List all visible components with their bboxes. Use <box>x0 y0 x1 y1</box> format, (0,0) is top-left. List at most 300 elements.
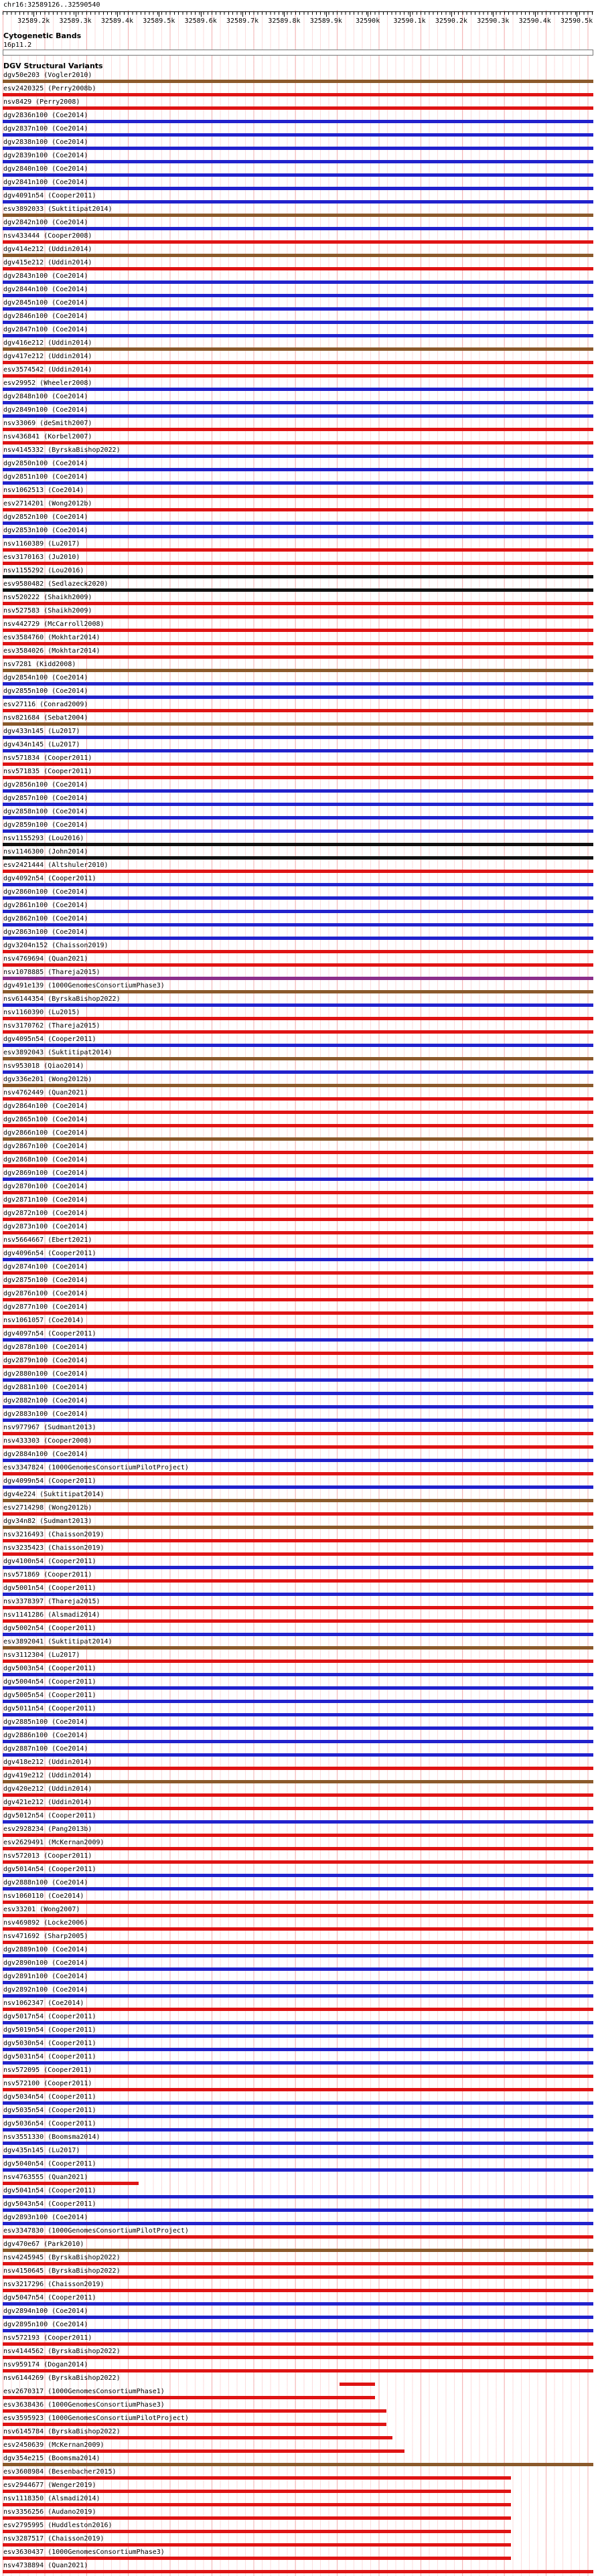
variant-bar[interactable] <box>3 2530 511 2533</box>
variant-label[interactable]: dgv5043n54 (Cooper2011) <box>3 2200 96 2208</box>
variant-label[interactable]: dgv2867n100 (Coe2014) <box>3 1143 88 1150</box>
variant-bar[interactable] <box>3 548 593 552</box>
variant-bar[interactable] <box>3 1338 593 1342</box>
variant-label[interactable]: esv29952 (Wheeler2008) <box>3 380 92 387</box>
variant-bar[interactable] <box>3 1432 593 1435</box>
variant-label[interactable]: dgv4096n54 (Cooper2011) <box>3 1250 96 1257</box>
variant-bar[interactable] <box>3 655 593 659</box>
variant-label[interactable]: nsv3216493 (Chaisson2019) <box>3 1531 104 1538</box>
variant-label[interactable]: dgv5040n54 (Cooper2011) <box>3 2160 96 2168</box>
variant-label[interactable]: dgv2855n100 (Coe2014) <box>3 688 88 695</box>
variant-label[interactable]: esv3584026 (Mokhtar2014) <box>3 647 100 655</box>
variant-bar[interactable] <box>3 1619 593 1623</box>
variant-label[interactable]: esv3608984 (Besenbacher2015) <box>3 2468 117 2476</box>
variant-bar[interactable] <box>3 441 593 445</box>
variant-bar[interactable] <box>3 1191 593 1194</box>
variant-label[interactable]: nsv571869 (Cooper2011) <box>3 1571 92 1579</box>
variant-bar[interactable] <box>3 1271 593 1275</box>
variant-label[interactable]: dgv2895n100 (Coe2014) <box>3 2321 88 2328</box>
variant-bar[interactable] <box>3 106 593 110</box>
variant-bar[interactable] <box>3 1753 593 1757</box>
variant-bar[interactable] <box>3 990 593 993</box>
variant-bar[interactable] <box>3 187 593 190</box>
variant-label[interactable]: nsv4763555 (Quan2021) <box>3 2174 88 2181</box>
variant-bar[interactable] <box>3 535 593 538</box>
variant-label[interactable]: nsv3170762 (Thareja2015) <box>3 1022 100 1030</box>
variant-label[interactable]: nsv6144354 (ByrskaBishop2022) <box>3 995 121 1003</box>
variant-label[interactable]: dgv2885n100 (Coe2014) <box>3 1718 88 1726</box>
variant-bar[interactable] <box>3 1352 593 1355</box>
variant-bar[interactable] <box>3 950 593 953</box>
variant-label[interactable]: dgv5047n54 (Cooper2011) <box>3 2294 96 2302</box>
variant-bar[interactable] <box>3 2115 593 2118</box>
variant-label[interactable]: nsv1146300 (John2014) <box>3 848 88 856</box>
variant-bar[interactable] <box>3 1941 593 1944</box>
variant-bar[interactable] <box>3 2128 593 2131</box>
variant-bar[interactable] <box>3 709 593 712</box>
variant-bar[interactable] <box>3 401 593 404</box>
variant-label[interactable]: dgv4095n54 (Cooper2011) <box>3 1036 96 1043</box>
variant-bar[interactable] <box>3 133 593 137</box>
variant-bar[interactable] <box>3 2021 593 2024</box>
variant-bar[interactable] <box>3 1044 593 1047</box>
variant-bar[interactable] <box>3 2008 593 2011</box>
variant-bar[interactable] <box>3 2463 593 2466</box>
variant-label[interactable]: dgv5035n54 (Cooper2011) <box>3 2107 96 2114</box>
variant-bar[interactable] <box>3 1070 593 1074</box>
variant-bar[interactable] <box>3 2289 593 2292</box>
variant-bar[interactable] <box>3 896 593 900</box>
variant-label[interactable]: nsv469892 (Locke2006) <box>3 1919 88 1927</box>
variant-label[interactable]: dgv491e139 (1000GenomesConsortiumPhase3) <box>3 982 165 989</box>
variant-bar[interactable] <box>3 602 593 605</box>
variant-bar[interactable] <box>3 361 593 364</box>
variant-bar[interactable] <box>3 2342 593 2346</box>
variant-label[interactable]: dgv5001n54 (Cooper2011) <box>3 1585 96 1592</box>
variant-label[interactable]: esv2795995 (Huddleston2016) <box>3 2522 113 2529</box>
variant-label[interactable]: esv2420325 (Perry2008b) <box>3 85 96 92</box>
variant-bar[interactable] <box>3 1445 593 1449</box>
variant-label[interactable]: nsv3112304 (Lu2017) <box>3 1652 80 1659</box>
variant-label[interactable]: dgv5002n54 (Cooper2011) <box>3 1625 96 1632</box>
variant-bar[interactable] <box>3 1030 593 1034</box>
variant-bar[interactable] <box>3 2155 593 2158</box>
variant-bar[interactable] <box>3 1472 593 1475</box>
variant-label[interactable]: dgv2858n100 (Coe2014) <box>3 808 88 815</box>
variant-bar[interactable] <box>3 776 593 779</box>
variant-bar[interactable] <box>3 2182 139 2185</box>
variant-bar[interactable] <box>3 1244 593 1248</box>
variant-bar[interactable] <box>3 1298 593 1301</box>
variant-bar[interactable] <box>3 1767 593 1770</box>
variant-label[interactable]: dgv5036n54 (Cooper2011) <box>3 2120 96 2127</box>
variant-bar[interactable] <box>3 2543 511 2547</box>
variant-bar[interactable] <box>3 1111 593 1114</box>
variant-bar[interactable] <box>3 1874 593 1877</box>
variant-bar[interactable] <box>3 1552 593 1556</box>
variant-label[interactable]: dgv2844n100 (Coe2014) <box>3 286 88 293</box>
variant-label[interactable]: dgv434n145 (Lu2017) <box>3 741 80 748</box>
variant-label[interactable]: dgv2841n100 (Coe2014) <box>3 179 88 186</box>
variant-label[interactable]: dgv2875n100 (Coe2014) <box>3 1277 88 1284</box>
variant-bar[interactable] <box>3 1419 593 1422</box>
variant-bar[interactable] <box>3 749 593 752</box>
variant-label[interactable]: dgv2869n100 (Coe2014) <box>3 1170 88 1177</box>
variant-label[interactable]: dgv414e212 (Uddin2014) <box>3 246 92 253</box>
variant-bar[interactable] <box>3 722 593 726</box>
variant-bar[interactable] <box>3 1285 593 1288</box>
variant-bar[interactable] <box>3 2275 593 2279</box>
variant-label[interactable]: dgv2861n100 (Coe2014) <box>3 902 88 909</box>
variant-bar[interactable] <box>3 1740 593 1743</box>
variant-bar[interactable] <box>3 280 593 284</box>
variant-bar[interactable] <box>3 2570 593 2573</box>
variant-bar[interactable] <box>3 374 593 378</box>
variant-label[interactable]: dgv2870n100 (Coe2014) <box>3 1183 88 1190</box>
variant-bar[interactable] <box>3 1539 593 1542</box>
variant-label[interactable]: dgv2845n100 (Coe2014) <box>3 299 88 307</box>
variant-label[interactable]: dgv2879n100 (Coe2014) <box>3 1357 88 1364</box>
variant-bar[interactable] <box>3 2208 593 2212</box>
variant-label[interactable]: esv3892041 (Suktitipat2014) <box>3 1638 113 1645</box>
variant-label[interactable]: dgv2891n100 (Coe2014) <box>3 1973 88 1980</box>
variant-label[interactable]: nsv436841 (Korbel2007) <box>3 433 92 440</box>
variant-bar[interactable] <box>3 696 593 699</box>
variant-bar[interactable] <box>3 1793 593 1797</box>
variant-label[interactable]: dgv2883n100 (Coe2014) <box>3 1411 88 1418</box>
variant-label[interactable]: dgv2882n100 (Coe2014) <box>3 1397 88 1404</box>
cytoband-glyph[interactable] <box>3 50 593 56</box>
variant-bar[interactable] <box>3 1325 593 1328</box>
variant-label[interactable]: nsv520222 (Shaikh2009) <box>3 594 92 601</box>
variant-bar[interactable] <box>3 562 593 565</box>
variant-label[interactable]: dgv2864n100 (Coe2014) <box>3 1103 88 1110</box>
variant-bar[interactable] <box>3 1151 593 1154</box>
variant-label[interactable]: dgv2852n100 (Coe2014) <box>3 513 88 521</box>
variant-bar[interactable] <box>3 508 593 511</box>
variant-label[interactable]: esv2928234 (Pang2013b) <box>3 1826 92 1833</box>
variant-bar[interactable] <box>3 1392 593 1395</box>
variant-label[interactable]: nsv3287517 (Chaisson2019) <box>3 2535 104 2543</box>
variant-label[interactable]: esv33201 (Wong2007) <box>3 1906 80 1913</box>
variant-label[interactable]: dgv2886n100 (Coe2014) <box>3 1732 88 1739</box>
variant-bar[interactable] <box>3 2516 511 2520</box>
variant-bar[interactable] <box>3 923 593 927</box>
variant-bar[interactable] <box>3 240 593 244</box>
variant-label[interactable]: dgv2890n100 (Coe2014) <box>3 1959 88 1967</box>
variant-label[interactable]: nsv1160390 (Lu2015) <box>3 1009 80 1016</box>
variant-bar[interactable] <box>3 2195 593 2198</box>
variant-bar[interactable] <box>3 214 593 217</box>
variant-bar[interactable] <box>3 80 593 83</box>
variant-bar[interactable] <box>3 1927 593 1931</box>
variant-bar[interactable] <box>3 963 593 967</box>
variant-bar[interactable] <box>3 1485 593 1489</box>
variant-label[interactable]: dgv2894n100 (Coe2014) <box>3 2308 88 2315</box>
variant-bar[interactable] <box>3 669 593 672</box>
variant-bar[interactable] <box>3 1981 593 1984</box>
variant-label[interactable]: esv3638436 (1000GenomesConsortiumPhase3) <box>3 2401 165 2409</box>
variant-label[interactable]: nsv8429 (Perry2008) <box>3 98 80 106</box>
variant-bar[interactable] <box>3 495 593 498</box>
variant-label[interactable]: dgv5014n54 (Cooper2011) <box>3 1866 96 1873</box>
variant-bar[interactable] <box>3 160 593 163</box>
variant-bar[interactable] <box>3 481 593 485</box>
variant-bar[interactable] <box>3 682 593 686</box>
variant-bar[interactable] <box>3 2369 593 2372</box>
variant-label[interactable]: dgv2860n100 (Coe2014) <box>3 888 88 896</box>
variant-label[interactable]: nsv1062347 (Coe2014) <box>3 2000 84 2007</box>
variant-bar[interactable] <box>3 1780 593 1783</box>
variant-label[interactable]: dgv417e212 (Uddin2014) <box>3 353 92 360</box>
variant-label[interactable]: dgv2866n100 (Coe2014) <box>3 1129 88 1137</box>
variant-bar[interactable] <box>3 2423 386 2426</box>
variant-label[interactable]: esv27116 (Conrad2009) <box>3 701 88 708</box>
variant-bar[interactable] <box>3 2061 593 2065</box>
variant-bar[interactable] <box>3 267 593 270</box>
variant-bar[interactable] <box>3 1646 593 1649</box>
variant-label[interactable]: dgv433n145 (Lu2017) <box>3 728 80 735</box>
variant-label[interactable]: dgv5017n54 (Cooper2011) <box>3 2013 96 2020</box>
variant-label[interactable]: nsv433444 (Cooper2008) <box>3 232 92 240</box>
variant-label[interactable]: dgv2847n100 (Coe2014) <box>3 326 88 333</box>
variant-label[interactable]: dgv34n82 (Sudmant2013) <box>3 1518 92 1525</box>
variant-label[interactable]: nsv433303 (Cooper2008) <box>3 1437 92 1445</box>
variant-bar[interactable] <box>3 1311 593 1315</box>
variant-label[interactable]: dgv4092n54 (Cooper2011) <box>3 875 96 882</box>
variant-label[interactable]: dgv50e203 (Vogler2010) <box>3 72 92 79</box>
variant-label[interactable]: esv2450639 (McKernan2009) <box>3 2441 104 2449</box>
variant-bar[interactable] <box>3 1633 593 1636</box>
variant-bar[interactable] <box>3 1726 593 1730</box>
variant-label[interactable]: nsv3551330 (Boomsma2014) <box>3 2134 100 2141</box>
variant-bar[interactable] <box>3 1700 593 1703</box>
variant-label[interactable]: dgv5003n54 (Cooper2011) <box>3 1665 96 1672</box>
variant-label[interactable]: dgv470e67 (Park2010) <box>3 2241 84 2248</box>
variant-label[interactable]: esv2421444 (Altshuler2010) <box>3 862 108 869</box>
variant-bar[interactable] <box>3 468 593 471</box>
variant-bar[interactable] <box>3 2235 593 2239</box>
variant-label[interactable]: dgv5004n54 (Cooper2011) <box>3 1678 96 1686</box>
variant-label[interactable]: dgv418e212 (Uddin2014) <box>3 1759 92 1766</box>
variant-bar[interactable] <box>3 629 593 632</box>
variant-label[interactable]: dgv5005n54 (Cooper2011) <box>3 1692 96 1699</box>
variant-bar[interactable] <box>3 1003 593 1007</box>
variant-bar[interactable] <box>3 1887 593 1890</box>
variant-label[interactable]: nsv959174 (Dogan2014) <box>3 2361 88 2368</box>
variant-label[interactable]: dgv2853n100 (Coe2014) <box>3 527 88 534</box>
variant-label[interactable]: nsv1078885 (Thareja2015) <box>3 969 100 976</box>
variant-bar[interactable] <box>3 455 593 458</box>
variant-label[interactable]: dgv2863n100 (Coe2014) <box>3 929 88 936</box>
variant-bar[interactable] <box>3 2142 593 2145</box>
variant-bar[interactable] <box>3 254 593 257</box>
variant-bar[interactable] <box>3 307 593 311</box>
variant-label[interactable]: nsv471692 (Sharp2005) <box>3 1933 88 1940</box>
variant-label[interactable]: dgv2848n100 (Coe2014) <box>3 393 88 400</box>
variant-label[interactable]: dgv2854n100 (Coe2014) <box>3 674 88 681</box>
variant-bar[interactable] <box>3 1231 593 1234</box>
variant-bar[interactable] <box>3 1807 593 1810</box>
variant-label[interactable]: esv2944677 (Wenger2019) <box>3 2482 96 2489</box>
variant-label[interactable]: dgv354e215 (Boomsma2014) <box>3 2455 100 2462</box>
variant-bar[interactable] <box>3 1164 593 1168</box>
variant-bar[interactable] <box>3 1097 593 1101</box>
variant-label[interactable]: nsv4144562 (ByrskaBishop2022) <box>3 2348 121 2355</box>
variant-bar[interactable] <box>3 1593 593 1596</box>
variant-bar[interactable] <box>3 816 593 819</box>
variant-label[interactable]: dgv2862n100 (Coe2014) <box>3 915 88 922</box>
variant-bar[interactable] <box>3 856 593 860</box>
variant-bar[interactable] <box>3 2396 375 2399</box>
variant-label[interactable]: dgv2878n100 (Coe2014) <box>3 1344 88 1351</box>
variant-bar[interactable] <box>3 521 593 525</box>
variant-label[interactable]: dgv420e212 (Uddin2014) <box>3 1785 92 1793</box>
variant-bar[interactable] <box>3 2449 404 2453</box>
variant-bar[interactable] <box>3 1258 593 1261</box>
variant-label[interactable]: nsv1155292 (Lou2016) <box>3 567 84 574</box>
variant-label[interactable]: dgv2872n100 (Coe2014) <box>3 1210 88 1217</box>
variant-label[interactable]: dgv2837n100 (Coe2014) <box>3 125 88 133</box>
variant-bar[interactable] <box>3 2222 593 2225</box>
variant-label[interactable]: dgv4100n54 (Cooper2011) <box>3 1558 96 1565</box>
variant-bar[interactable] <box>3 1901 593 1904</box>
variant-bar[interactable] <box>3 2101 593 2105</box>
variant-label[interactable]: dgv4097n54 (Cooper2011) <box>3 1330 96 1338</box>
variant-label[interactable]: dgv2849n100 (Coe2014) <box>3 406 88 414</box>
variant-bar[interactable] <box>3 1526 593 1529</box>
variant-bar[interactable] <box>3 1405 593 1408</box>
variant-bar[interactable] <box>3 2436 392 2439</box>
variant-label[interactable]: dgv2865n100 (Coe2014) <box>3 1116 88 1123</box>
variant-bar[interactable] <box>3 1579 593 1583</box>
variant-label[interactable]: dgv415e212 (Uddin2014) <box>3 259 92 266</box>
variant-label[interactable]: dgv2874n100 (Coe2014) <box>3 1263 88 1271</box>
variant-bar[interactable] <box>3 2329 593 2332</box>
variant-bar[interactable] <box>3 1218 593 1221</box>
variant-label[interactable]: esv3170163 (Ju2010) <box>3 554 80 561</box>
variant-label[interactable]: dgv2846n100 (Coe2014) <box>3 313 88 320</box>
variant-bar[interactable] <box>340 2383 375 2386</box>
variant-label[interactable]: dgv5041n54 (Cooper2011) <box>3 2187 96 2194</box>
variant-bar[interactable] <box>3 2034 593 2038</box>
variant-bar[interactable] <box>3 1512 593 1516</box>
variant-label[interactable]: dgv5031n54 (Cooper2011) <box>3 2053 96 2061</box>
variant-bar[interactable] <box>3 1967 593 1971</box>
variant-bar[interactable] <box>3 1204 593 1208</box>
variant-label[interactable]: nsv953018 (Qiao2014) <box>3 1062 84 1070</box>
variant-label[interactable]: dgv2842n100 (Coe2014) <box>3 219 88 226</box>
variant-label[interactable]: dgv2892n100 (Coe2014) <box>3 1986 88 1994</box>
cytoband-label[interactable]: 16p11.2 <box>3 42 32 49</box>
variant-label[interactable]: dgv2873n100 (Coe2014) <box>3 1223 88 1230</box>
variant-label[interactable]: nsv5664667 (Ebert2021) <box>3 1236 92 1244</box>
variant-label[interactable]: dgv2884n100 (Coe2014) <box>3 1451 88 1458</box>
variant-bar[interactable] <box>3 736 593 739</box>
variant-label[interactable]: esv2714298 (Wong2012b) <box>3 1504 92 1512</box>
variant-label[interactable]: nsv3217296 (Chaisson2019) <box>3 2281 104 2288</box>
variant-label[interactable]: nsv1141286 (Alsmadi2014) <box>3 1611 100 1619</box>
variant-bar[interactable] <box>3 1914 593 1917</box>
variant-label[interactable]: dgv419e212 (Uddin2014) <box>3 1772 92 1779</box>
variant-label[interactable]: esv3892033 (Suktitipat2014) <box>3 206 113 213</box>
variant-bar[interactable] <box>3 789 593 793</box>
variant-bar[interactable] <box>3 1566 593 1569</box>
variant-bar[interactable] <box>3 1713 593 1716</box>
variant-bar[interactable] <box>3 227 593 230</box>
variant-label[interactable]: nsv572193 (Cooper2011) <box>3 2334 92 2342</box>
variant-label[interactable]: nsv7281 (Kidd2008) <box>3 661 76 668</box>
variant-label[interactable]: dgv5034n54 (Cooper2011) <box>3 2093 96 2101</box>
variant-label[interactable]: dgv2876n100 (Coe2014) <box>3 1290 88 1297</box>
variant-bar[interactable] <box>3 1847 593 1850</box>
variant-label[interactable]: nsv1062513 (Coe2014) <box>3 487 84 494</box>
variant-label[interactable]: nsv572095 (Cooper2011) <box>3 2067 92 2074</box>
variant-bar[interactable] <box>3 2302 593 2306</box>
variant-bar[interactable] <box>3 1017 593 1020</box>
variant-bar[interactable] <box>3 1459 593 1462</box>
variant-label[interactable]: dgv435n145 (Lu2017) <box>3 2147 80 2154</box>
variant-label[interactable]: dgv4091n54 (Cooper2011) <box>3 192 96 199</box>
variant-bar[interactable] <box>3 120 593 123</box>
variant-bar[interactable] <box>3 829 593 833</box>
variant-label[interactable]: dgv2881n100 (Coe2014) <box>3 1384 88 1391</box>
variant-label[interactable]: nsv3356256 (Audano2019) <box>3 2508 96 2516</box>
variant-bar[interactable] <box>3 575 593 578</box>
variant-label[interactable]: dgv5011n54 (Cooper2011) <box>3 1705 96 1712</box>
variant-label[interactable]: nsv4245945 (ByrskaBishop2022) <box>3 2254 121 2261</box>
variant-label[interactable]: dgv421e212 (Uddin2014) <box>3 1799 92 1806</box>
variant-bar[interactable] <box>3 1673 593 1676</box>
variant-label[interactable]: nsv977967 (Sudmant2013) <box>3 1424 96 1431</box>
variant-bar[interactable] <box>3 2316 593 2319</box>
variant-bar[interactable] <box>3 883 593 886</box>
variant-label[interactable]: dgv2859n100 (Coe2014) <box>3 821 88 829</box>
variant-label[interactable]: nsv527583 (Shaikh2009) <box>3 607 92 615</box>
variant-label[interactable]: dgv2836n100 (Coe2014) <box>3 112 88 119</box>
variant-label[interactable]: nsv572013 (Cooper2011) <box>3 1852 92 1860</box>
variant-label[interactable]: esv3347824 (1000GenomesConsortiumPilotProject) <box>3 1464 189 1471</box>
variant-label[interactable]: nsv1118350 (Alsmadi2014) <box>3 2495 100 2502</box>
variant-label[interactable]: esv9580482 (Sedlazeck2020) <box>3 580 108 588</box>
variant-bar[interactable] <box>3 642 593 645</box>
variant-bar[interactable] <box>3 1820 593 1824</box>
variant-label[interactable]: dgv5030n54 (Cooper2011) <box>3 2040 96 2047</box>
variant-bar[interactable] <box>3 762 593 766</box>
variant-label[interactable]: esv3584760 (Mokhtar2014) <box>3 634 100 641</box>
variant-label[interactable]: nsv4769694 (Quan2021) <box>3 955 88 963</box>
variant-bar[interactable] <box>3 2476 511 2480</box>
variant-label[interactable]: nsv4738894 (Quan2021) <box>3 2562 88 2569</box>
variant-bar[interactable] <box>3 2249 593 2252</box>
variant-label[interactable]: nsv4762449 (Quan2021) <box>3 1089 88 1097</box>
variant-label[interactable]: esv3347830 (1000GenomesConsortiumPilotProject) <box>3 2227 189 2235</box>
variant-bar[interactable] <box>3 2168 593 2172</box>
variant-label[interactable]: nsv4145332 (ByrskaBishop2022) <box>3 447 121 454</box>
variant-bar[interactable] <box>3 1606 593 1609</box>
variant-bar[interactable] <box>3 2048 593 2051</box>
variant-bar[interactable] <box>3 1660 593 1663</box>
variant-bar[interactable] <box>3 2490 511 2493</box>
variant-label[interactable]: nsv33069 (deSmith2007) <box>3 420 92 427</box>
variant-bar[interactable] <box>3 1378 593 1382</box>
variant-label[interactable]: dgv2843n100 (Coe2014) <box>3 272 88 280</box>
variant-label[interactable]: dgv2851n100 (Coe2014) <box>3 473 88 481</box>
variant-bar[interactable] <box>3 937 593 940</box>
variant-label[interactable]: dgv2893n100 (Coe2014) <box>3 2214 88 2221</box>
variant-label[interactable]: nsv6144269 (ByrskaBishop2022) <box>3 2374 121 2382</box>
variant-label[interactable]: esv3574542 (Uddin2014) <box>3 366 92 374</box>
